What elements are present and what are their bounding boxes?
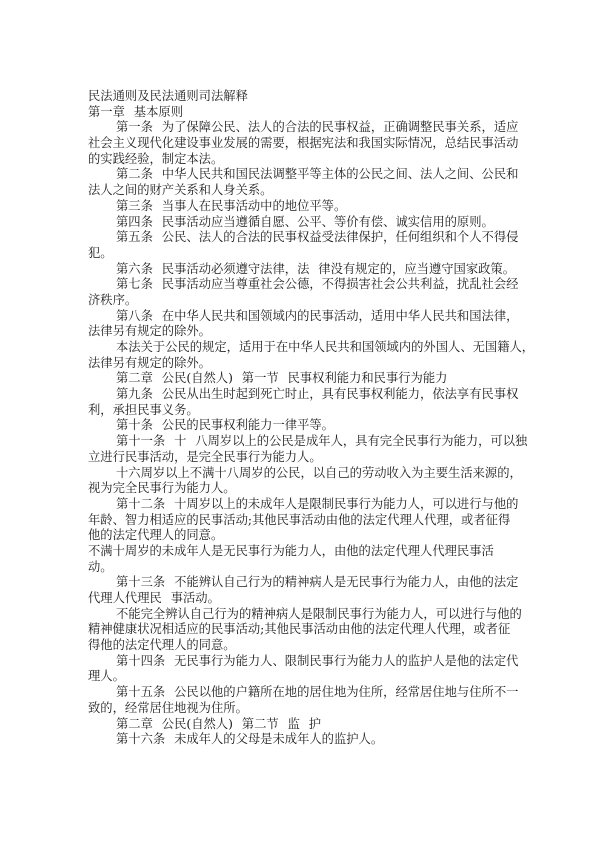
article-paragraph xyxy=(88,387,538,418)
text-line: 第六条 民事活动必须遵守法律，法 律没有规定的，应当遵守国家政策。 xyxy=(116,261,516,276)
document-title: 民法通则及民法通则司法解释 xyxy=(88,89,248,103)
text-line: 第十一条 十 八周岁以上的公民是成年人，具有完全民事行为能力，可以独 xyxy=(116,434,528,449)
article-paragraph xyxy=(88,309,538,340)
text-line: 法人之间的财产关系和人身关系。 xyxy=(88,183,273,198)
text-line: 第五条 公民、法人的合法的民事权益受法律保护，任何组织和个人不得侵 xyxy=(116,230,519,245)
text-line: 第四条 民事活动应当遵循自愿、公平、等价有偿、诚实信用的原则。 xyxy=(116,214,494,229)
text-line: 第一条 为了保障公民、法人的合法的民事权益，正确调整民事关系，适应 xyxy=(116,120,519,135)
text-line: 动。 xyxy=(88,559,113,574)
article-paragraph xyxy=(88,607,538,654)
article-paragraph xyxy=(88,544,538,575)
text-line: 第九条 公民从出生时起到死亡时止，具有民事权利能力，依法享有民事权 xyxy=(116,387,519,402)
text-line: 第十三条 不能辨认自己行为的精神病人是无民事行为能力人，由他的法定 xyxy=(116,575,519,590)
text-line: 年龄、智力相适应的民事活动;其他民事活动由他的法定代理人代理，或者征得 xyxy=(88,512,511,527)
text-line: 本法关于公民的规定，适用于在中华人民共和国领域内的外国人、无国籍人， xyxy=(116,340,535,354)
text-line: 不能完全辨认自己行为的精神病人是限制民事行为能力人，可以进行与他的 xyxy=(116,606,522,621)
text-line: 第十四条 无民事行为能力人、限制民事行为能力人的监护人是他的法定代 xyxy=(116,653,519,668)
text-line: 济秩序。 xyxy=(88,292,138,307)
text-line: 第八条 在中华人民共和国领域内的民事活动，适用中华人民共和国法律， xyxy=(116,308,519,323)
text-line: 犯。 xyxy=(88,245,113,260)
text-line: 精神健康状况相适应的民事活动;其他民事活动由他的法定代理人代理，或者征 xyxy=(88,622,511,637)
text-line: 第七条 民事活动应当尊重社会公德，不得损害社会公共利益，扰乱社会经 xyxy=(116,277,519,292)
text-line: 第十二条 十周岁以上的未成年人是限制民事行为能力人，可以进行与他的 xyxy=(116,496,519,511)
article-paragraph xyxy=(88,732,538,748)
article-paragraph xyxy=(88,167,538,198)
text-line: 法律另有规定的除外。 xyxy=(88,324,211,339)
article-paragraph xyxy=(88,230,538,261)
text-line: 得他的法定代理人的同意。 xyxy=(88,638,236,653)
text-line: 他的法定代理人的同意。 xyxy=(88,528,224,543)
text-line: 第二条 中华人民共和国民法调整平等主体的公民之间、法人之间、公民和 xyxy=(116,167,519,182)
chapter-heading: 第一章 基本原则 xyxy=(88,104,183,119)
text-line: 第十条 公民的民事权利能力一律平等。 xyxy=(116,418,334,433)
text-line: 视为完全民事行为能力人。 xyxy=(88,481,236,496)
text-line: 立进行民事活动，是完全民事行为能力人。 xyxy=(88,449,322,464)
article-paragraph xyxy=(88,575,538,606)
text-line: 第十五条 公民以他的户籍所在地的居住地为住所，经常居住地与住所不一 xyxy=(116,685,519,700)
text-line: 利，承担民事义务。 xyxy=(88,402,199,417)
article-paragraph xyxy=(88,466,538,497)
section-heading: 第二章 公民(自然人) 第一节 民事权利能力和民事行为能力 xyxy=(116,371,448,386)
text-line: 法律另有规定的除外。 xyxy=(88,355,211,370)
article-paragraph xyxy=(88,199,538,215)
article-paragraph xyxy=(88,497,538,544)
article-paragraph xyxy=(88,340,538,371)
text-line: 的实践经验，制定本法。 xyxy=(88,151,224,166)
text-line: 致的，经常居住地视为住所。 xyxy=(88,700,248,715)
text-line: 理人。 xyxy=(88,669,125,684)
article-paragraph xyxy=(88,262,538,278)
text-line: 第三条 当事人在民事活动中的地位平等。 xyxy=(116,198,347,213)
text-line: 十六周岁以上不满十八周岁的公民，以自己的劳动收入为主要生活来源的， xyxy=(116,465,522,480)
article-paragraph xyxy=(88,215,538,231)
document-body xyxy=(88,89,538,748)
text-line: 代理人代理民 事活动。 xyxy=(88,591,220,605)
article-paragraph xyxy=(88,120,538,167)
article-paragraph xyxy=(88,277,538,308)
article-paragraph xyxy=(88,434,538,465)
text-line: 第十六条 未成年人的父母是未成年人的监护人。 xyxy=(116,732,384,747)
text-line: 社会主义现代化建设事业发展的需要，根据宪法和我国实际情况，总结民事活动 xyxy=(88,136,519,151)
article-paragraph xyxy=(88,418,538,434)
article-paragraph xyxy=(88,654,538,685)
text-line: 不满十周岁的未成年人是无民事行为能力人，由他的法定代理人代理民事活 xyxy=(88,543,494,558)
article-paragraph xyxy=(88,685,538,716)
section-heading: 第二章 公民(自然人) 第二节 监 护 xyxy=(116,716,322,731)
